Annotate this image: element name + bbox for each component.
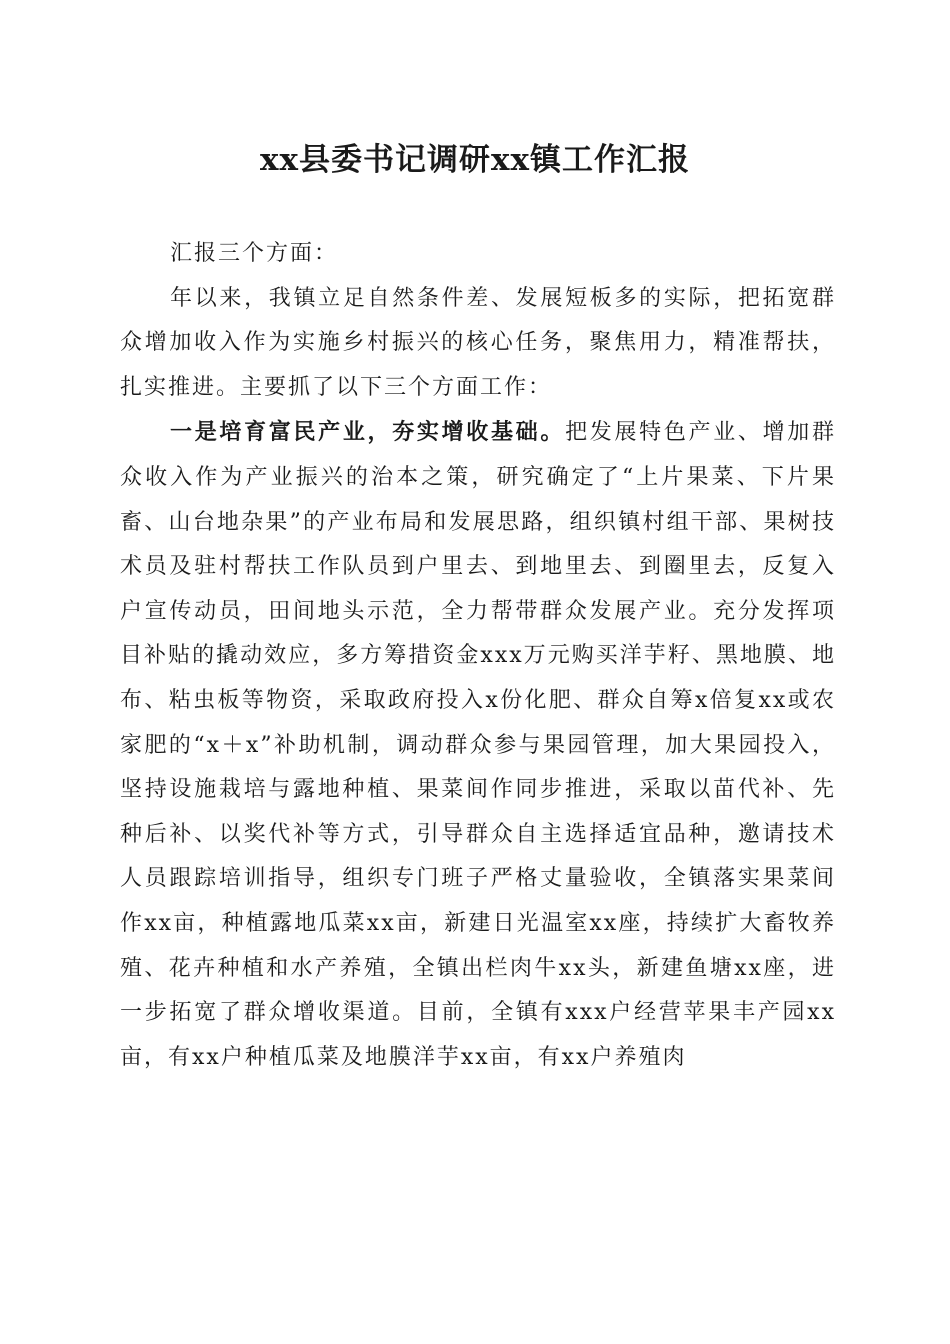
paragraph-text: 汇报三个方面： <box>170 241 339 266</box>
paragraph-text: 年以来，我镇立足自然条件差、发展短板多的实际，把拓宽群众增加收入作为实施乡村振兴的核心任务，聚焦用力，精准帮扶，扎实推进。主要抓了以下三个方面工作： <box>120 285 836 400</box>
paragraph-industry <box>120 410 836 1080</box>
paragraph-overview <box>120 277 836 411</box>
document-title: xx县委书记调研xx镇工作汇报 <box>260 142 690 178</box>
document-body <box>120 232 836 1080</box>
paragraph-intro <box>120 232 836 277</box>
paragraph-lead-heading: 一是培育富民产业，夯实增收基础。 <box>170 419 566 446</box>
paragraph-text: 把发展特色产业、增加群众收入作为产业振兴的治本之策，研究确定了“上片果菜、下片果畜、山台地杂果”的产业布局和发展思路，组织镇村组干部、果树技术员及驻村帮扶工作队员到户里去、到地里去、到圈里去，反复入户宣传动员，田间地头示范，全力帮带群众发展产业。充分发挥项目补贴的撬动效应，多方筹措资金xxx万元购买洋芋籽、黑地膜、地布、粘虫板等物资，采取政府投入x份化肥、群众自筹x倍复xx或农家肥的“x＋x”补助机制，调动群众参与果园管理，加大果园投入，坚持设施栽培与露地种植、果菜间作同步推进，采取以苗代补、先种后补、以奖代补等方式，引导群众自主选择适宜品种，邀请技术人员跟踪培训指导，组织专门班子严格丈量验收，全镇落实果菜间作xx亩，种植露地瓜菜xx亩，新建日光温室xx座，持续扩大畜牧养殖、花卉种植和水产养殖，全镇出栏肉牛xx头，新建鱼塘xx座，进一步拓宽了群众增收渠道。目前，全镇有xxx户经营苹果丰产园xx亩，有xx户种植瓜菜及地膜洋芋xx亩，有xx户养殖肉 <box>120 420 836 1070</box>
